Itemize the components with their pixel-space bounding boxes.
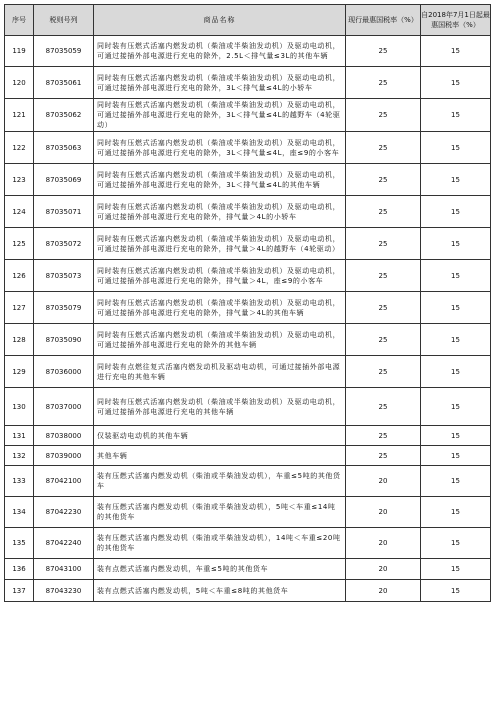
current-rate: 25 <box>346 196 421 228</box>
tariff-code: 87042230 <box>34 497 94 528</box>
preferential-rate: 15 <box>421 324 491 356</box>
tariff-code: 87035069 <box>34 164 94 196</box>
preferential-rate: 15 <box>421 228 491 260</box>
current-rate: 25 <box>346 132 421 164</box>
product-name: 同时装有压燃式活塞内燃发动机（柴油或半柴油发动机）及驱动电动机，可通过接插外部电源进行充电的除外，3L＜排气量≤4L的小轿车 <box>94 67 346 99</box>
product-name: 同时装有点燃往复式活塞内燃发动机及驱动电动机，可通过接插外部电源进行充电的其他车辆 <box>94 356 346 388</box>
row-number: 128 <box>5 324 34 356</box>
row-number: 130 <box>5 388 34 426</box>
tariff-code: 87035073 <box>34 260 94 292</box>
preferential-rate: 15 <box>421 260 491 292</box>
row-number: 132 <box>5 446 34 466</box>
current-rate: 20 <box>346 559 421 580</box>
current-rate: 25 <box>346 228 421 260</box>
tariff-code: 87043100 <box>34 559 94 580</box>
table-row <box>5 528 491 559</box>
tariff-code: 87039000 <box>34 446 94 466</box>
table-row <box>5 228 491 260</box>
table-row <box>5 497 491 528</box>
tariff-code: 87035062 <box>34 99 94 132</box>
table-row <box>5 356 491 388</box>
product-name: 同时装有压燃式活塞内燃发动机（柴油或半柴油发动机）及驱动电动机，可通过接插外部电源进行充电的除外的其他车辆 <box>94 324 346 356</box>
product-name: 同时装有压燃式活塞内燃发动机（柴油或半柴油发动机）及驱动电动机，可通过接插外部电源进行充电的除外，2.5L＜排气量≤3L的其他车辆 <box>94 36 346 67</box>
tariff-code: 87035079 <box>34 292 94 324</box>
product-name: 同时装有压燃式活塞内燃发动机（柴油或半柴油发动机）及驱动电动机，可通过接插外部电源进行充电的其他车辆 <box>94 388 346 426</box>
product-name: 同时装有压燃式活塞内燃发动机（柴油或半柴油发动机）及驱动电动机，可通过接插外部电源进行充电的除外，3L＜排气量≤4L，座≤9的小客车 <box>94 132 346 164</box>
preferential-rate: 15 <box>421 356 491 388</box>
header-name: 商品名称 <box>94 5 346 36</box>
tariff-code: 87042240 <box>34 528 94 559</box>
table-row <box>5 426 491 446</box>
header-no: 序号 <box>5 5 34 36</box>
table-row <box>5 292 491 324</box>
current-rate: 25 <box>346 260 421 292</box>
table-row <box>5 466 491 497</box>
preferential-rate: 15 <box>421 388 491 426</box>
preferential-rate: 15 <box>421 528 491 559</box>
row-number: 131 <box>5 426 34 446</box>
current-rate: 25 <box>346 67 421 99</box>
table-row <box>5 559 491 580</box>
table-row <box>5 132 491 164</box>
table-row <box>5 388 491 426</box>
row-number: 119 <box>5 36 34 67</box>
tariff-code: 87035072 <box>34 228 94 260</box>
table-row <box>5 99 491 132</box>
tariff-code: 87035071 <box>34 196 94 228</box>
tariff-table <box>4 4 491 602</box>
preferential-rate: 15 <box>421 292 491 324</box>
table-row <box>5 260 491 292</box>
current-rate: 20 <box>346 497 421 528</box>
preferential-rate: 15 <box>421 67 491 99</box>
row-number: 136 <box>5 559 34 580</box>
preferential-rate: 15 <box>421 99 491 132</box>
row-number: 123 <box>5 164 34 196</box>
row-number: 137 <box>5 580 34 602</box>
preferential-rate: 15 <box>421 446 491 466</box>
row-number: 124 <box>5 196 34 228</box>
preferential-rate: 15 <box>421 36 491 67</box>
table-row <box>5 324 491 356</box>
row-number: 120 <box>5 67 34 99</box>
row-number: 134 <box>5 497 34 528</box>
current-rate: 25 <box>346 36 421 67</box>
row-number: 122 <box>5 132 34 164</box>
product-name: 同时装有压燃式活塞内燃发动机（柴油或半柴油发动机）及驱动电动机，可通过接插外部电源进行充电的除外，排气量＞4L的越野车（4轮驱动） <box>94 228 346 260</box>
product-name: 同时装有压燃式活塞内燃发动机（柴油或半柴油发动机）及驱动电动机，可通过接插外部电源进行充电的除外，排气量＞4L的其他车辆 <box>94 292 346 324</box>
product-name: 同时装有压燃式活塞内燃发动机（柴油或半柴油发动机）及驱动电动机，可通过接插外部电源进行充电的除外，排气量＞4L，座≤9的小客车 <box>94 260 346 292</box>
table-row <box>5 446 491 466</box>
tariff-code: 87042100 <box>34 466 94 497</box>
preferential-rate: 15 <box>421 580 491 602</box>
table-row <box>5 36 491 67</box>
row-number: 121 <box>5 99 34 132</box>
preferential-rate: 15 <box>421 132 491 164</box>
preferential-rate: 15 <box>421 466 491 497</box>
current-rate: 25 <box>346 292 421 324</box>
table-row <box>5 164 491 196</box>
row-number: 125 <box>5 228 34 260</box>
row-number: 133 <box>5 466 34 497</box>
current-rate: 20 <box>346 580 421 602</box>
current-rate: 25 <box>346 388 421 426</box>
table-row <box>5 580 491 602</box>
product-name: 其他车辆 <box>94 446 346 466</box>
product-name: 装有点燃式活塞内燃发动机，5吨＜车重≤8吨的其他货车 <box>94 580 346 602</box>
table-body <box>5 36 491 602</box>
product-name: 装有压燃式活塞内燃发动机（柴油或半柴油发动机），5吨＜车重≤14吨的其他货车 <box>94 497 346 528</box>
product-name: 装有压燃式活塞内燃发动机（柴油或半柴油发动机），14吨＜车重≤20吨的其他货车 <box>94 528 346 559</box>
tariff-code: 87037000 <box>34 388 94 426</box>
product-name: 同时装有压燃式活塞内燃发动机（柴油或半柴油发动机）及驱动电动机，可通过接插外部电源进行充电的除外，3L＜排气量≤4L的其他车辆 <box>94 164 346 196</box>
preferential-rate: 15 <box>421 497 491 528</box>
product-name: 装有压燃式活塞内燃发动机（柴油或半柴油发动机），车重≤5吨的其他货车 <box>94 466 346 497</box>
tariff-code: 87035061 <box>34 67 94 99</box>
header-code: 税则号列 <box>34 5 94 36</box>
product-name: 同时装有压燃式活塞内燃发动机（柴油或半柴油发动机）及驱动电动机，可通过接插外部电源进行充电的除外，3L＜排气量≤4L的越野车（4轮驱动） <box>94 99 346 132</box>
current-rate: 25 <box>346 446 421 466</box>
header-row <box>5 5 491 36</box>
row-number: 126 <box>5 260 34 292</box>
preferential-rate: 15 <box>421 559 491 580</box>
current-rate: 25 <box>346 99 421 132</box>
tariff-code: 87036000 <box>34 356 94 388</box>
row-number: 135 <box>5 528 34 559</box>
tariff-table-container <box>4 4 490 602</box>
row-number: 129 <box>5 356 34 388</box>
tariff-code: 87035059 <box>34 36 94 67</box>
preferential-rate: 15 <box>421 196 491 228</box>
preferential-rate: 15 <box>421 164 491 196</box>
current-rate: 25 <box>346 426 421 446</box>
header-preferential-rate: 自2018年7月1日起最惠国税率（%） <box>421 5 491 36</box>
current-rate: 25 <box>346 356 421 388</box>
tariff-code: 87043230 <box>34 580 94 602</box>
current-rate: 20 <box>346 466 421 497</box>
product-name: 同时装有压燃式活塞内燃发动机（柴油或半柴油发动机）及驱动电动机，可通过接插外部电源进行充电的除外，排气量＞4L的小轿车 <box>94 196 346 228</box>
product-name: 仅装驱动电动机的其他车辆 <box>94 426 346 446</box>
product-name: 装有点燃式活塞内燃发动机，车重≤5吨的其他货车 <box>94 559 346 580</box>
header-current-rate: 现行最惠国税率（%） <box>346 5 421 36</box>
table-row <box>5 67 491 99</box>
table-row <box>5 196 491 228</box>
current-rate: 20 <box>346 528 421 559</box>
current-rate: 25 <box>346 164 421 196</box>
tariff-code: 87035063 <box>34 132 94 164</box>
tariff-code: 87035090 <box>34 324 94 356</box>
preferential-rate: 15 <box>421 426 491 446</box>
tariff-code: 87038000 <box>34 426 94 446</box>
current-rate: 25 <box>346 324 421 356</box>
row-number: 127 <box>5 292 34 324</box>
